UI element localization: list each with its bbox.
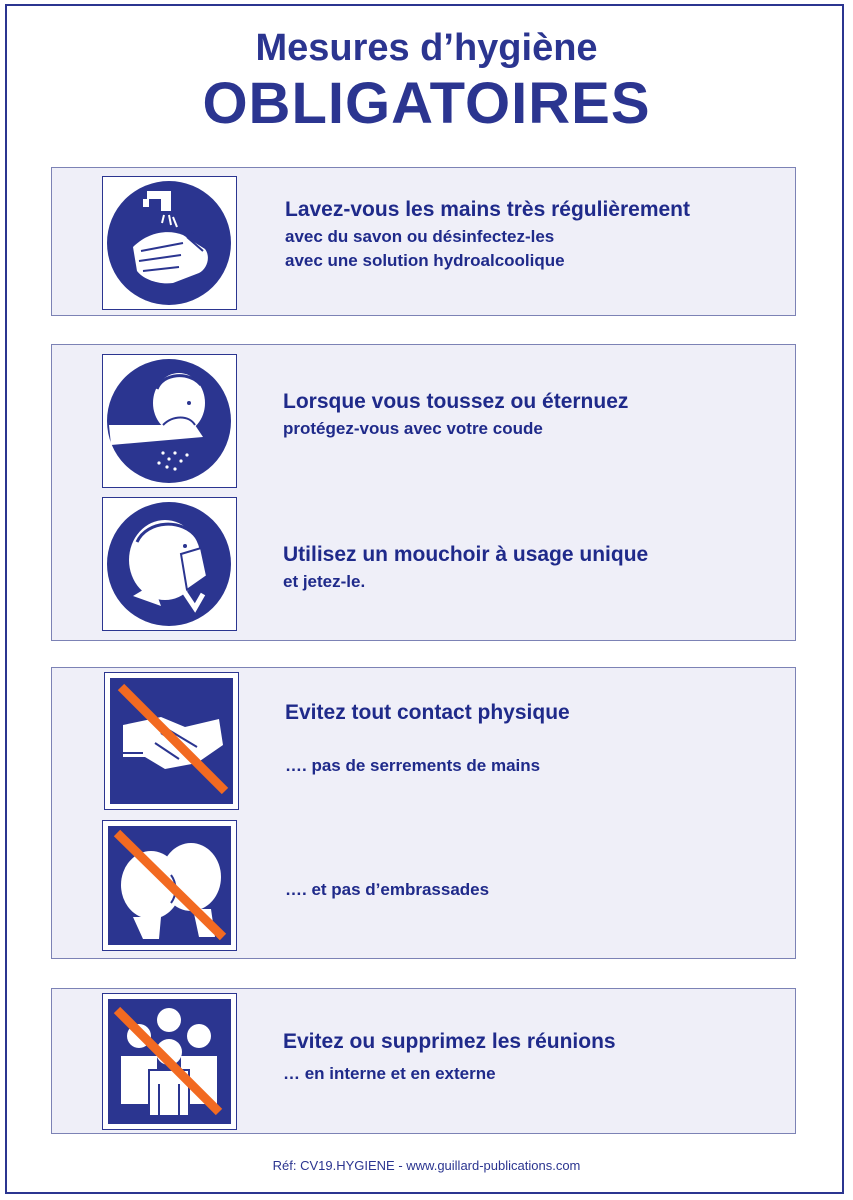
cough-into-elbow-icon: [102, 354, 237, 488]
panel-text: … en interne et en externe: [283, 1064, 496, 1083]
panel-text: avec du savon ou désinfectez-les: [285, 227, 555, 246]
panel-heading: Evitez ou supprimez les réunions: [283, 1030, 616, 1053]
tissue-sneeze-icon: [102, 497, 237, 631]
panel-heading: Lorsque vous toussez ou éternuez: [283, 390, 629, 413]
no-kissing-icon: [102, 820, 237, 951]
panel-text: avec une solution hydroalcoolique: [285, 251, 565, 270]
panel-cough-sneeze: [51, 344, 796, 641]
panel-heading: Utilisez un mouchoir à usage unique: [283, 543, 649, 566]
panel-text: …. pas de serrements de mains: [285, 756, 541, 775]
panel-no-meetings: [51, 988, 796, 1134]
panel-text: protégez-vous avec votre coude: [283, 419, 543, 438]
poster-title: Mesures d’hygiène: [255, 27, 598, 69]
panel-no-contact: [51, 667, 796, 959]
panel-text: …. et pas d’embrassades: [285, 880, 490, 899]
no-meetings-icon: [102, 993, 237, 1130]
panel-hand-washing: [51, 167, 796, 316]
panel-heading: Evitez tout contact physique: [285, 701, 570, 724]
panel-text: et jetez-le.: [283, 572, 366, 591]
panel-heading: Lavez-vous les mains très régulièrement: [285, 198, 690, 221]
footer-reference: Réf: CV19.HYGIENE - www.guillard-publications.com: [272, 1158, 581, 1173]
no-handshake-icon: [104, 672, 239, 810]
poster-subtitle: OBLIGATOIRES: [202, 71, 651, 136]
hand-washing-icon: [102, 176, 237, 310]
